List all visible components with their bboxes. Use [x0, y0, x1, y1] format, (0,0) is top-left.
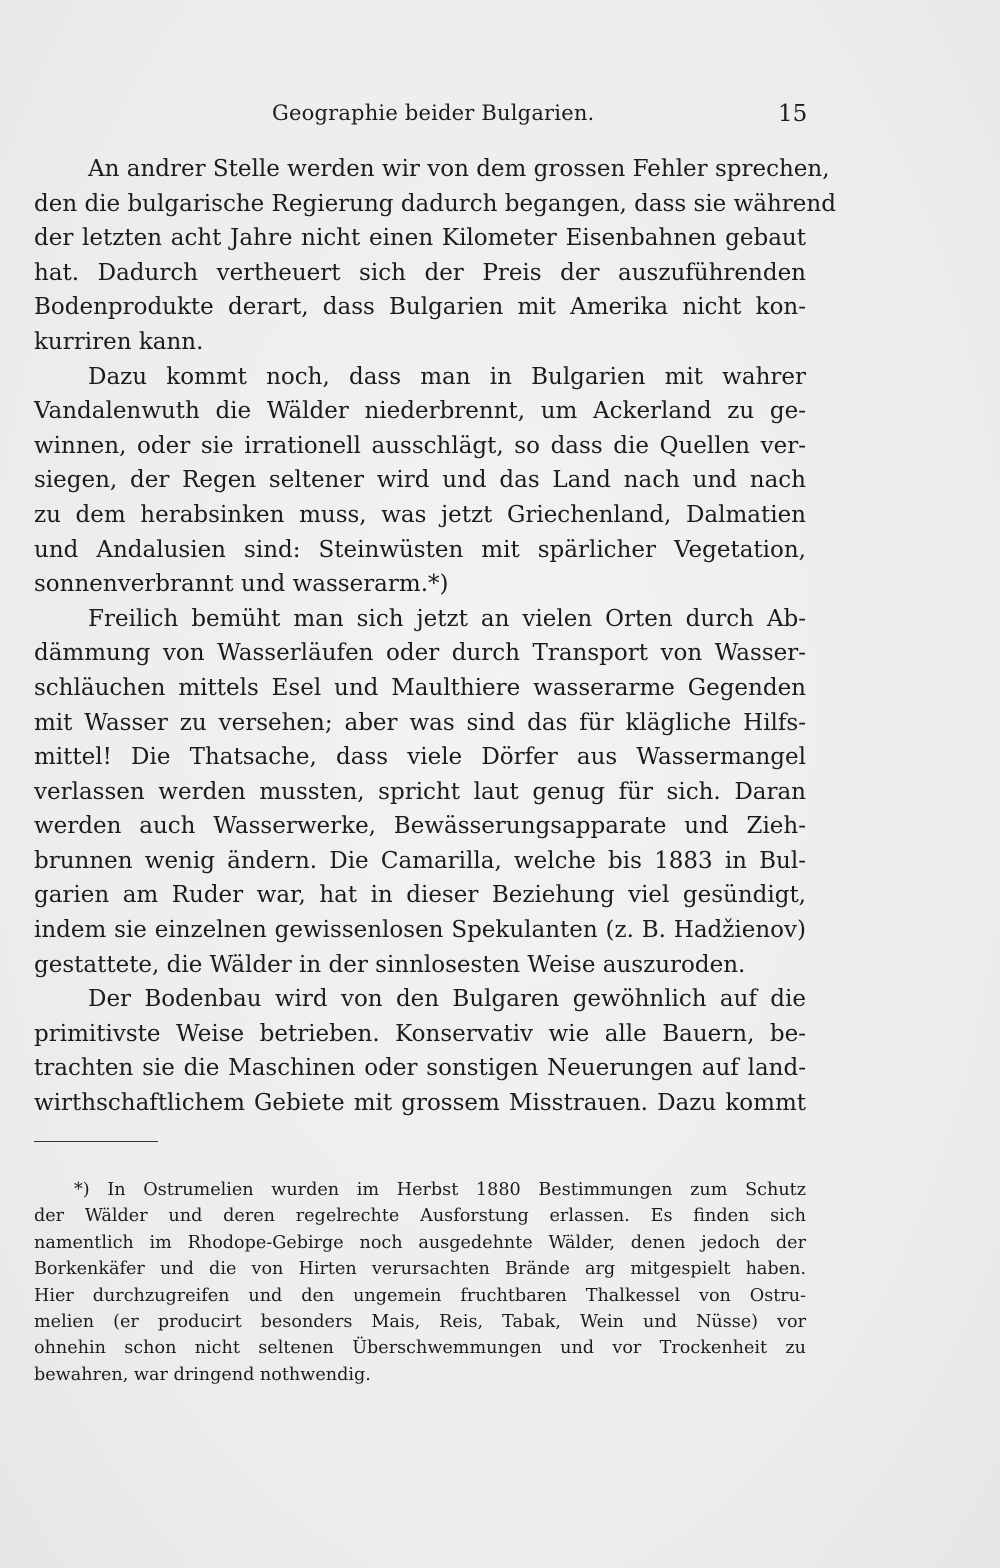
- text-line: gestattete, die Wälder in der sinnlosesten Weise auszuroden.: [34, 951, 746, 978]
- text-line: brunnen wenig ändern. Die Camarilla, welche bis 1883 in Bul-: [34, 847, 806, 874]
- text-line: den die bulgarische Regierung dadurch begangen, dass sie während: [34, 190, 836, 217]
- text-line: mit Wasser zu versehen; aber was sind das für klägliche Hilfs-: [34, 709, 806, 736]
- text-line: schläuchen mittels Esel und Maulthiere wasserarme Gegenden: [34, 674, 806, 701]
- text-line: garien am Ruder war, hat in dieser Beziehung viel gesündigt,: [34, 882, 806, 909]
- text-line: dämmung von Wasserläufen oder durch Transport von Wasser-: [34, 640, 806, 667]
- footnote-line: namentlich im Rhodope-Gebirge noch ausgedehnte Wälder, denen jedoch der: [34, 1232, 806, 1253]
- text-line: wirthschaftlichem Gebiete mit grossem Misstrauen. Dazu kommt: [34, 1090, 806, 1117]
- footnote-line: Hier durchzugreifen und den ungemein fruchtbaren Thalkessel von Ostru-: [34, 1285, 806, 1306]
- text-line: An andrer Stelle werden wir von dem grossen Fehler sprechen,: [88, 156, 830, 182]
- text-line: mittel! Die Thatsache, dass viele Dörfer aus Wassermangel: [34, 744, 806, 771]
- text-line: Freilich bemüht man sich jetzt an vielen Orten durch Ab-: [88, 605, 806, 632]
- footnote-line: *) In Ostrumelien wurden im Herbst 1880 Bestimmungen zum Schutz: [74, 1180, 806, 1200]
- running-header: [0, 97, 1000, 133]
- footnote-line: Borkenkäfer und die von Hirten verursachten Brände arg mitgespielt haben.: [34, 1259, 806, 1280]
- footnote-line: ohnehin schon nicht seltenen Überschwemmungen und vor Trockenheit zu: [34, 1338, 806, 1359]
- text-line: siegen, der Regen seltener wird und das Land nach und nach: [34, 467, 806, 494]
- text-line: trachten sie die Maschinen oder sonstigen Neuerungen auf land-: [34, 1055, 806, 1082]
- text-line: Vandalenwuth die Wälder niederbrennt, um Ackerland zu ge-: [34, 398, 806, 425]
- running-title: Geographie beider Bulgarien.: [272, 101, 595, 125]
- text-line: primitivste Weise betrieben. Konservativ wie alle Bauern, be-: [34, 1020, 806, 1047]
- text-line: Bodenprodukte derart, dass Bulgarien mit Amerika nicht kon-: [34, 294, 806, 321]
- text-line: zu dem herabsinken muss, was jetzt Griechenland, Dalmatien: [34, 501, 806, 528]
- text-line: werden auch Wasserwerke, Bewässerungsapparate und Zieh-: [34, 813, 806, 840]
- text-line: sonnenverbrannt und wasserarm.*): [34, 571, 449, 598]
- text-line: Der Bodenbau wird von den Bulgaren gewöhnlich auf die: [88, 986, 806, 1013]
- main-text: [34, 152, 836, 1121]
- footnote: [34, 1177, 806, 1388]
- text-line: kurriren kann.: [34, 328, 204, 355]
- text-line: der letzten acht Jahre nicht einen Kilometer Eisenbahnen gebaut: [34, 225, 806, 252]
- footnote-divider: [34, 1141, 158, 1142]
- text-line: und Andalusien sind: Steinwüsten mit spärlicher Vegetation,: [34, 536, 806, 563]
- text-line: Dazu kommt noch, dass man in Bulgarien mit wahrer: [88, 363, 806, 390]
- text-line: verlassen werden mussten, spricht laut genug für sich. Daran: [34, 778, 806, 805]
- footnote-line: der Wälder und deren regelrechte Ausforstung erlassen. Es finden sich: [34, 1206, 806, 1227]
- text-line: indem sie einzelnen gewissenlosen Spekulanten (z. B. Hadžienov): [34, 917, 806, 944]
- text-line: hat. Dadurch vertheuert sich der Preis der auszuführenden: [34, 259, 806, 286]
- footnote-line: bewahren, war dringend nothwendig.: [34, 1364, 371, 1385]
- text-line: winnen, oder sie irrationell ausschlägt, so dass die Quellen ver-: [34, 432, 806, 459]
- page-number: 15: [778, 101, 808, 127]
- footnote-line: melien (er producirt besonders Mais, Reis, Tabak, Wein und Nüsse) vor: [34, 1311, 806, 1332]
